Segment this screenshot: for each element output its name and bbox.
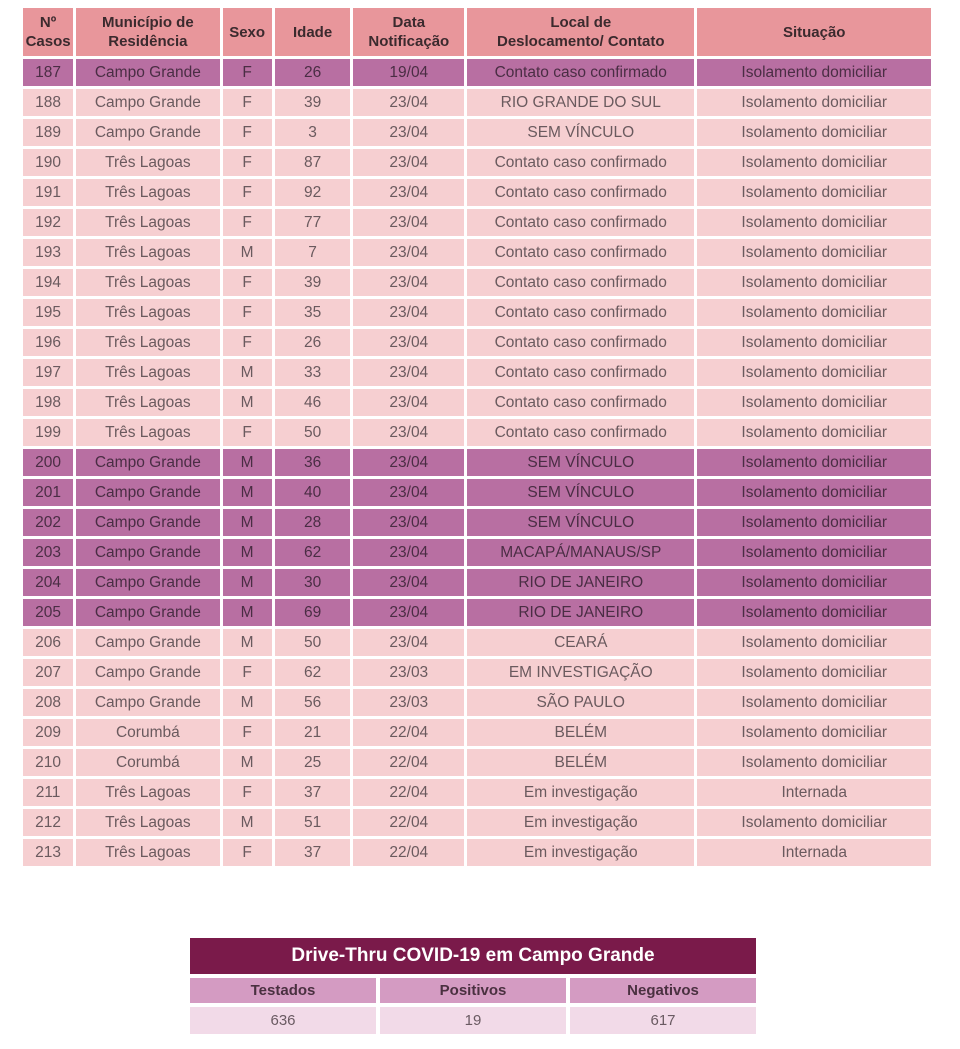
municipality-cell: Três Lagoas — [76, 269, 219, 296]
municipality-cell: Três Lagoas — [76, 809, 219, 836]
travel-contact-cell: Contato caso confirmado — [467, 329, 694, 356]
notification-date-cell: 23/04 — [353, 419, 464, 446]
header-municipality: Município de Residência — [76, 8, 219, 56]
case-number-cell: 193 — [23, 239, 73, 266]
age-cell: 26 — [275, 59, 351, 86]
notification-date-cell: 23/04 — [353, 629, 464, 656]
table-row — [23, 149, 931, 176]
travel-contact-cell: Contato caso confirmado — [467, 269, 694, 296]
status-cell: Isolamento domiciliar — [697, 89, 931, 116]
notification-date-cell: 23/04 — [353, 299, 464, 326]
status-cell: Isolamento domiciliar — [697, 269, 931, 296]
table-row — [23, 179, 931, 206]
header-sex: Sexo — [223, 8, 272, 56]
travel-contact-cell: Contato caso confirmado — [467, 419, 694, 446]
travel-contact-cell: Contato caso confirmado — [467, 209, 694, 236]
sex-cell: F — [223, 779, 272, 806]
age-cell: 87 — [275, 149, 351, 176]
status-cell: Isolamento domiciliar — [697, 239, 931, 266]
notification-date-cell: 22/04 — [353, 749, 464, 776]
travel-contact-cell: SEM VÍNCULO — [467, 509, 694, 536]
case-number-cell: 209 — [23, 719, 73, 746]
table-row — [23, 629, 931, 656]
table-row — [23, 419, 931, 446]
sex-cell: M — [223, 599, 272, 626]
status-cell: Isolamento domiciliar — [697, 179, 931, 206]
table-row — [23, 209, 931, 236]
travel-contact-cell: Contato caso confirmado — [467, 359, 694, 386]
table-row — [23, 389, 931, 416]
header-negative: Negativos — [570, 978, 756, 1003]
case-number-cell: 198 — [23, 389, 73, 416]
travel-contact-cell: Contato caso confirmado — [467, 179, 694, 206]
notification-date-cell: 23/04 — [353, 599, 464, 626]
cases-body — [23, 59, 931, 866]
age-cell: 39 — [275, 269, 351, 296]
sex-cell: M — [223, 359, 272, 386]
value-tested: 636 — [190, 1007, 376, 1034]
notification-date-cell: 23/04 — [353, 89, 464, 116]
value-positive: 19 — [380, 1007, 566, 1034]
header-tested: Testados — [190, 978, 376, 1003]
value-negative: 617 — [570, 1007, 756, 1034]
sex-cell: F — [223, 59, 272, 86]
sex-cell: F — [223, 89, 272, 116]
travel-contact-cell: SEM VÍNCULO — [467, 449, 694, 476]
travel-contact-cell: EM INVESTIGAÇÃO — [467, 659, 694, 686]
notification-date-cell: 23/04 — [353, 149, 464, 176]
municipality-cell: Campo Grande — [76, 59, 219, 86]
age-cell: 33 — [275, 359, 351, 386]
table-row — [23, 749, 931, 776]
status-cell: Isolamento domiciliar — [697, 329, 931, 356]
status-cell: Isolamento domiciliar — [697, 569, 931, 596]
sex-cell: F — [223, 329, 272, 356]
case-number-cell: 191 — [23, 179, 73, 206]
header-travel-contact: Local de Deslocamento/ Contato — [467, 8, 694, 56]
municipality-cell: Campo Grande — [76, 119, 219, 146]
municipality-cell: Campo Grande — [76, 629, 219, 656]
notification-date-cell: 23/04 — [353, 329, 464, 356]
age-cell: 37 — [275, 839, 351, 866]
municipality-cell: Campo Grande — [76, 479, 219, 506]
municipality-cell: Três Lagoas — [76, 299, 219, 326]
table-row — [23, 359, 931, 386]
table-row — [23, 809, 931, 836]
sex-cell: M — [223, 479, 272, 506]
header-positive: Positivos — [380, 978, 566, 1003]
notification-date-cell: 23/04 — [353, 119, 464, 146]
notification-date-cell: 22/04 — [353, 779, 464, 806]
case-number-cell: 192 — [23, 209, 73, 236]
travel-contact-cell: RIO DE JANEIRO — [467, 569, 694, 596]
notification-date-cell: 23/03 — [353, 659, 464, 686]
age-cell: 25 — [275, 749, 351, 776]
header-notification-date: Data Notificação — [353, 8, 464, 56]
cases-table — [20, 5, 934, 869]
age-cell: 21 — [275, 719, 351, 746]
table-row — [23, 89, 931, 116]
travel-contact-cell: Contato caso confirmado — [467, 299, 694, 326]
municipality-cell: Campo Grande — [76, 569, 219, 596]
municipality-cell: Três Lagoas — [76, 389, 219, 416]
status-cell: Isolamento domiciliar — [697, 299, 931, 326]
sex-cell: M — [223, 629, 272, 656]
sex-cell: M — [223, 449, 272, 476]
notification-date-cell: 23/04 — [353, 179, 464, 206]
travel-contact-cell: Em investigação — [467, 779, 694, 806]
travel-contact-cell: Contato caso confirmado — [467, 389, 694, 416]
case-number-cell: 199 — [23, 419, 73, 446]
status-cell: Isolamento domiciliar — [697, 449, 931, 476]
status-cell: Isolamento domiciliar — [697, 809, 931, 836]
case-number-cell: 194 — [23, 269, 73, 296]
travel-contact-cell: RIO GRANDE DO SUL — [467, 89, 694, 116]
notification-date-cell: 23/04 — [353, 389, 464, 416]
sex-cell: F — [223, 209, 272, 236]
age-cell: 56 — [275, 689, 351, 716]
notification-date-cell: 23/04 — [353, 449, 464, 476]
municipality-cell: Campo Grande — [76, 509, 219, 536]
travel-contact-cell: SÃO PAULO — [467, 689, 694, 716]
municipality-cell: Corumbá — [76, 719, 219, 746]
sex-cell: M — [223, 569, 272, 596]
travel-contact-cell: RIO DE JANEIRO — [467, 599, 694, 626]
case-number-cell: 205 — [23, 599, 73, 626]
age-cell: 39 — [275, 89, 351, 116]
notification-date-cell: 22/04 — [353, 809, 464, 836]
travel-contact-cell: Em investigação — [467, 839, 694, 866]
status-cell: Isolamento domiciliar — [697, 419, 931, 446]
table-row — [23, 839, 931, 866]
status-cell: Isolamento domiciliar — [697, 539, 931, 566]
notification-date-cell: 23/04 — [353, 209, 464, 236]
sex-cell: M — [223, 509, 272, 536]
table-row — [23, 659, 931, 686]
age-cell: 3 — [275, 119, 351, 146]
case-number-cell: 200 — [23, 449, 73, 476]
sex-cell: F — [223, 719, 272, 746]
sex-cell: F — [223, 269, 272, 296]
status-cell: Isolamento domiciliar — [697, 599, 931, 626]
travel-contact-cell: Em investigação — [467, 809, 694, 836]
travel-contact-cell: Contato caso confirmado — [467, 239, 694, 266]
municipality-cell: Três Lagoas — [76, 329, 219, 356]
case-number-cell: 190 — [23, 149, 73, 176]
case-number-cell: 206 — [23, 629, 73, 656]
age-cell: 62 — [275, 659, 351, 686]
status-cell: Isolamento domiciliar — [697, 59, 931, 86]
municipality-cell: Três Lagoas — [76, 179, 219, 206]
drive-thru-title: Drive-Thru COVID-19 em Campo Grande — [190, 938, 756, 974]
case-number-cell: 210 — [23, 749, 73, 776]
table-row — [23, 239, 931, 266]
municipality-cell: Campo Grande — [76, 659, 219, 686]
table-row — [23, 599, 931, 626]
status-cell: Isolamento domiciliar — [697, 119, 931, 146]
case-number-cell: 197 — [23, 359, 73, 386]
case-number-cell: 201 — [23, 479, 73, 506]
status-cell: Internada — [697, 779, 931, 806]
sex-cell: F — [223, 119, 272, 146]
travel-contact-cell: CEARÁ — [467, 629, 694, 656]
case-number-cell: 204 — [23, 569, 73, 596]
notification-date-cell: 23/03 — [353, 689, 464, 716]
travel-contact-cell: SEM VÍNCULO — [467, 119, 694, 146]
cases-header-row — [23, 8, 931, 56]
travel-contact-cell: BELÉM — [467, 749, 694, 776]
drive-thru-table — [190, 938, 756, 1034]
header-status: Situação — [697, 8, 931, 56]
age-cell: 62 — [275, 539, 351, 566]
sex-cell: M — [223, 809, 272, 836]
status-cell: Isolamento domiciliar — [697, 389, 931, 416]
status-cell: Isolamento domiciliar — [697, 659, 931, 686]
travel-contact-cell: Contato caso confirmado — [467, 59, 694, 86]
municipality-cell: Campo Grande — [76, 689, 219, 716]
table-row — [23, 59, 931, 86]
drive-thru-values-row — [190, 1007, 756, 1034]
sex-cell: F — [223, 839, 272, 866]
status-cell: Isolamento domiciliar — [697, 359, 931, 386]
case-number-cell: 207 — [23, 659, 73, 686]
age-cell: 28 — [275, 509, 351, 536]
travel-contact-cell: Contato caso confirmado — [467, 149, 694, 176]
notification-date-cell: 22/04 — [353, 719, 464, 746]
age-cell: 40 — [275, 479, 351, 506]
status-cell: Isolamento domiciliar — [697, 509, 931, 536]
notification-date-cell: 23/04 — [353, 539, 464, 566]
status-cell: Isolamento domiciliar — [697, 209, 931, 236]
sex-cell: M — [223, 749, 272, 776]
status-cell: Isolamento domiciliar — [697, 479, 931, 506]
sex-cell: M — [223, 539, 272, 566]
age-cell: 69 — [275, 599, 351, 626]
notification-date-cell: 19/04 — [353, 59, 464, 86]
table-row — [23, 479, 931, 506]
notification-date-cell: 23/04 — [353, 269, 464, 296]
table-row — [23, 299, 931, 326]
age-cell: 46 — [275, 389, 351, 416]
sex-cell: F — [223, 149, 272, 176]
notification-date-cell: 23/04 — [353, 239, 464, 266]
travel-contact-cell: SEM VÍNCULO — [467, 479, 694, 506]
case-number-cell: 187 — [23, 59, 73, 86]
age-cell: 50 — [275, 629, 351, 656]
case-number-cell: 203 — [23, 539, 73, 566]
age-cell: 77 — [275, 209, 351, 236]
municipality-cell: Campo Grande — [76, 449, 219, 476]
notification-date-cell: 23/04 — [353, 509, 464, 536]
notification-date-cell: 23/04 — [353, 569, 464, 596]
age-cell: 30 — [275, 569, 351, 596]
drive-thru-header-row — [190, 978, 756, 1003]
case-number-cell: 189 — [23, 119, 73, 146]
table-row — [23, 569, 931, 596]
table-row — [23, 689, 931, 716]
municipality-cell: Campo Grande — [76, 539, 219, 566]
status-cell: Isolamento domiciliar — [697, 689, 931, 716]
age-cell: 35 — [275, 299, 351, 326]
travel-contact-cell: MACAPÁ/MANAUS/SP — [467, 539, 694, 566]
case-number-cell: 196 — [23, 329, 73, 356]
sex-cell: M — [223, 689, 272, 716]
status-cell: Isolamento domiciliar — [697, 149, 931, 176]
municipality-cell: Três Lagoas — [76, 149, 219, 176]
header-age: Idade — [275, 8, 351, 56]
sex-cell: F — [223, 659, 272, 686]
sex-cell: F — [223, 419, 272, 446]
table-row — [23, 449, 931, 476]
age-cell: 7 — [275, 239, 351, 266]
age-cell: 37 — [275, 779, 351, 806]
age-cell: 50 — [275, 419, 351, 446]
table-row — [23, 329, 931, 356]
status-cell: Internada — [697, 839, 931, 866]
table-row — [23, 269, 931, 296]
table-row — [23, 539, 931, 566]
case-number-cell: 188 — [23, 89, 73, 116]
status-cell: Isolamento domiciliar — [697, 719, 931, 746]
notification-date-cell: 23/04 — [353, 479, 464, 506]
age-cell: 26 — [275, 329, 351, 356]
table-row — [23, 719, 931, 746]
travel-contact-cell: BELÉM — [467, 719, 694, 746]
age-cell: 36 — [275, 449, 351, 476]
case-number-cell: 195 — [23, 299, 73, 326]
case-number-cell: 208 — [23, 689, 73, 716]
sex-cell: F — [223, 299, 272, 326]
status-cell: Isolamento domiciliar — [697, 629, 931, 656]
notification-date-cell: 23/04 — [353, 359, 464, 386]
table-row — [23, 779, 931, 806]
municipality-cell: Três Lagoas — [76, 209, 219, 236]
table-row — [23, 509, 931, 536]
municipality-cell: Corumbá — [76, 749, 219, 776]
age-cell: 51 — [275, 809, 351, 836]
status-cell: Isolamento domiciliar — [697, 749, 931, 776]
notification-date-cell: 22/04 — [353, 839, 464, 866]
case-number-cell: 212 — [23, 809, 73, 836]
municipality-cell: Campo Grande — [76, 599, 219, 626]
case-number-cell: 213 — [23, 839, 73, 866]
case-number-cell: 202 — [23, 509, 73, 536]
age-cell: 92 — [275, 179, 351, 206]
header-case-number: Nº Casos — [23, 8, 73, 56]
municipality-cell: Três Lagoas — [76, 419, 219, 446]
case-number-cell: 211 — [23, 779, 73, 806]
municipality-cell: Campo Grande — [76, 89, 219, 116]
sex-cell: M — [223, 389, 272, 416]
sex-cell: F — [223, 179, 272, 206]
municipality-cell: Três Lagoas — [76, 839, 219, 866]
table-row — [23, 119, 931, 146]
sex-cell: M — [223, 239, 272, 266]
municipality-cell: Três Lagoas — [76, 359, 219, 386]
municipality-cell: Três Lagoas — [76, 239, 219, 266]
municipality-cell: Três Lagoas — [76, 779, 219, 806]
